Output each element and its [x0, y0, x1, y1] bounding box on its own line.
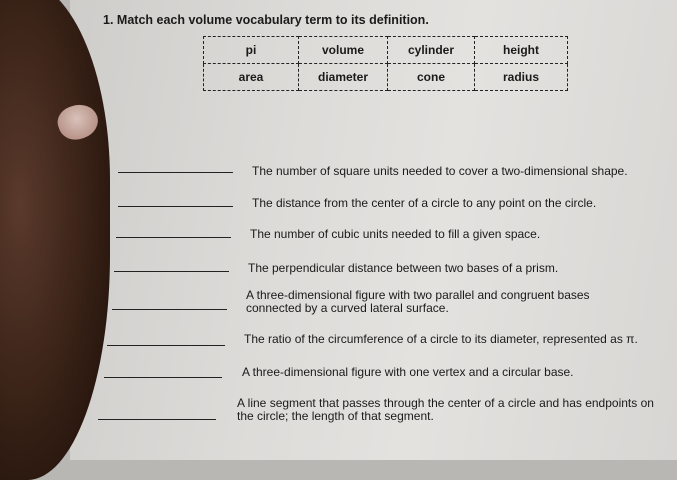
term-cell: radius [475, 64, 568, 91]
term-cell: pi [204, 37, 299, 64]
answer-blank[interactable] [116, 237, 231, 238]
term-cell: height [475, 37, 568, 64]
definition: The perpendicular distance between two bases of a prism. [248, 261, 559, 275]
question-prompt: Match each volume vocabulary term to its definition. [116, 13, 429, 27]
definition: A line segment that passes through the center of a circle and has endpoints on the circle; the length of that segment. [237, 396, 654, 423]
question-number: 1. [103, 13, 114, 27]
question-heading [103, 13, 429, 27]
answer-blank[interactable] [118, 206, 233, 207]
term-row [204, 64, 568, 91]
definition: The ratio of the circumference of a circle to its diameter, represented as π. [244, 332, 638, 346]
definition: The distance from the center of a circle to any point on the circle. [252, 196, 597, 210]
term-cell: cylinder [388, 37, 475, 64]
term-bank [203, 36, 568, 91]
definition: A three-dimensional figure with two parallel and congruent bases connected by a curved lateral surface. [246, 288, 590, 315]
answer-blank[interactable] [112, 309, 227, 310]
definition: A three-dimensional figure with one vertex and a circular base. [242, 365, 574, 379]
term-row [204, 37, 568, 64]
definition: The number of square units needed to cover a two-dimensional shape. [252, 164, 628, 178]
answer-blank[interactable] [104, 377, 222, 378]
answer-blank[interactable] [114, 271, 229, 272]
term-cell: cone [388, 64, 475, 91]
term-cell: diameter [299, 64, 388, 91]
definition: The number of cubic units needed to fill a given space. [250, 227, 541, 241]
answer-blank[interactable] [118, 172, 233, 173]
term-cell: area [204, 64, 299, 91]
answer-blank[interactable] [107, 345, 225, 346]
answer-blank[interactable] [98, 419, 216, 420]
term-cell: volume [299, 37, 388, 64]
